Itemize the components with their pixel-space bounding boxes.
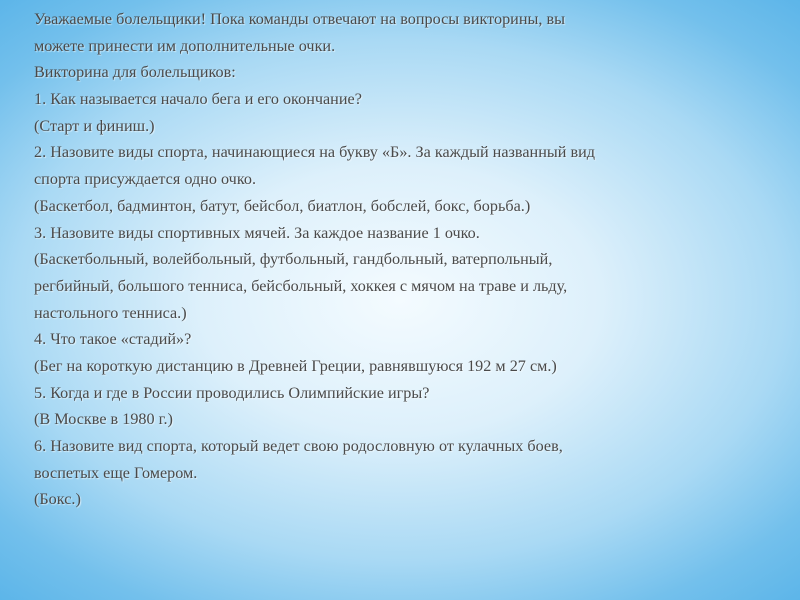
question-6-line-2: воспетых еще Гомером. xyxy=(34,463,198,482)
answer-1: (Старт и финиш.) xyxy=(34,116,155,135)
question-1: 1. Как называется начало бега и его окончание? xyxy=(34,90,362,109)
intro-line-1: Уважаемые болельщики! Пока команды отвечают на вопросы викторины, вы xyxy=(34,10,565,28)
answer-6: (Бокс.) xyxy=(34,490,81,509)
question-6-line-1: 6. Назовите вид спорта, который ведет свою родословную от кулачных боев, xyxy=(34,437,563,455)
question-4: 4. Что такое «стадий»? xyxy=(34,330,192,349)
answer-3-line-3: настольного тенниса.) xyxy=(34,303,187,322)
intro-line-2: можете принести им дополнительные очки. xyxy=(34,36,336,55)
answer-3-line-1: (Баскетбольный, волейбольный, футбольный, гандбольный, ватерпольный, xyxy=(34,250,553,269)
answer-2: (Баскетбол, бадминтон, батут, бейсбол, биатлон, бобслей, бокс, борьба.) xyxy=(34,196,531,215)
quiz-heading: Викторина для болельщиков: xyxy=(34,63,236,82)
question-2-line-1: 2. Назовите виды спорта, начинающиеся на букву «Б». За каждый названный вид xyxy=(34,143,595,162)
answer-4: (Бег на короткую дистанцию в Древней Греции, равнявшуюся 192 м 27 см.) xyxy=(34,356,557,375)
question-3: 3. Назовите виды спортивных мячей. За каждое название 1 очко. xyxy=(34,223,480,242)
question-2-line-2: спорта присуждается одно очко. xyxy=(34,170,256,189)
answer-5: (В Москве в 1980 г.) xyxy=(34,410,173,429)
question-5: 5. Когда и где в России проводились Олимпийские игры? xyxy=(34,383,430,402)
answer-3-line-2: регбийный, большого тенниса, бейсбольный, хоккея с мячом на траве и льду, xyxy=(34,276,568,295)
quiz-text-box xyxy=(34,6,774,513)
